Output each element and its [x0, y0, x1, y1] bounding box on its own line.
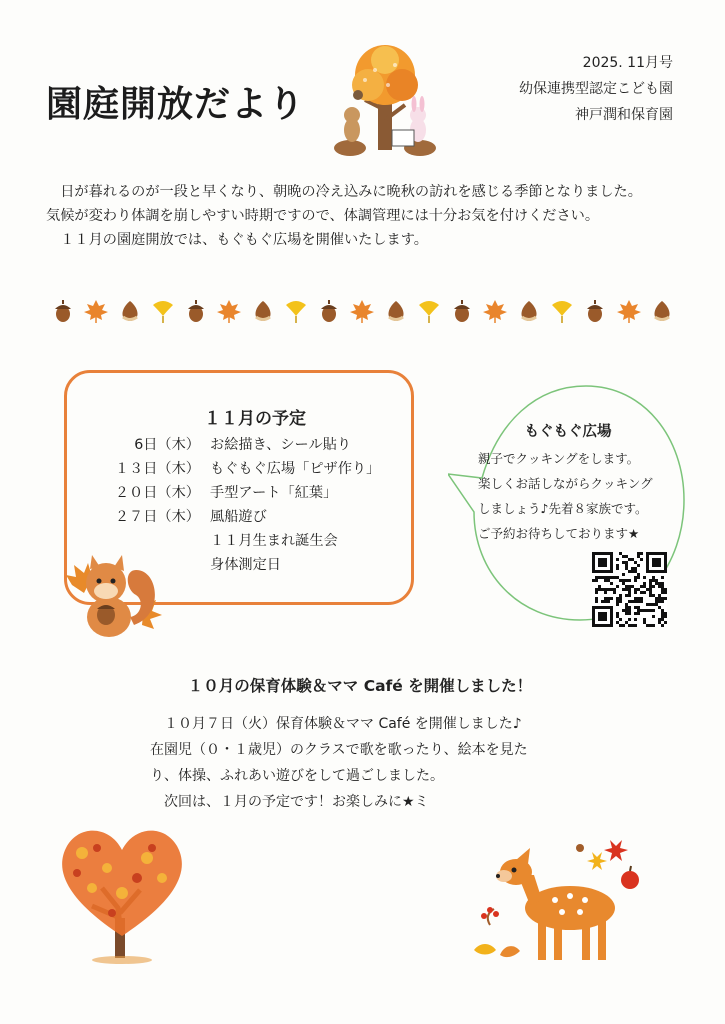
chestnut-icon [117, 298, 143, 324]
schedule-row [100, 506, 267, 528]
chestnut-icon [649, 298, 675, 324]
bubble-text [478, 446, 678, 546]
autumn-decoration-row [50, 294, 675, 328]
deer-illustration [470, 830, 650, 970]
acorn-icon [449, 298, 475, 324]
bubble-line-3: しましょう♪先着８家族です。 [478, 501, 648, 516]
ginkgo-leaf-icon [150, 298, 176, 324]
bubble-line-2: 楽しくお話しながらクッキング [478, 476, 653, 491]
ginkgo-leaf-icon [283, 298, 309, 324]
news-paragraph-3: り、体操、ふれあい遊びをして過ごしました。 [150, 768, 444, 784]
intro-text [46, 180, 686, 252]
news-paragraph-4: 次回は、１月の予定です！お楽しみに★ミ [150, 794, 429, 810]
header-info [519, 50, 673, 128]
acorn-icon [582, 298, 608, 324]
schedule-date: ２７日（木） [114, 509, 200, 525]
acorn-icon [50, 298, 76, 324]
chestnut-icon [516, 298, 542, 324]
maple-leaf-icon [349, 298, 375, 324]
ginkgo-leaf-icon [416, 298, 442, 324]
schedule-event: １１月生まれ誕生会 [210, 533, 338, 549]
heart-tree-illustration [52, 818, 192, 968]
autumn-tree-animals-illustration [330, 40, 440, 160]
maple-leaf-icon [216, 298, 242, 324]
qr-code[interactable] [592, 552, 667, 627]
chestnut-icon [383, 298, 409, 324]
news-title: １０月の保育体験＆ママ Café を開催しました！ [187, 677, 533, 695]
org-name-1: 幼保連携型認定こども園 [519, 81, 673, 97]
org-name-2: 神戸潤和保育園 [575, 107, 673, 123]
schedule-event: お絵描き、シール貼り [210, 437, 352, 453]
maple-leaf-icon [83, 298, 109, 324]
acorn-icon [183, 298, 209, 324]
page-title: 園庭開放だより [46, 84, 306, 125]
schedule-row [100, 458, 380, 480]
schedule-event: 風船遊び [210, 509, 267, 525]
issue-label: 2025. 11月号 [582, 55, 673, 71]
maple-leaf-icon [616, 298, 642, 324]
schedule-event: 身体測定日 [210, 557, 281, 573]
schedule-date: １３日（木） [114, 461, 200, 477]
intro-paragraph-3: １１月の園庭開放では、もぐもぐ広場を開催いたします。 [46, 232, 428, 248]
schedule-row [100, 434, 351, 456]
schedule-date: 6日（木） [134, 437, 200, 453]
acorn-icon [316, 298, 342, 324]
schedule-event: 手型アート「紅葉」 [210, 485, 338, 501]
news-paragraph-2: 在園児（０・１歳児）のクラスで歌を歌ったり、絵本を見た [150, 742, 528, 758]
intro-paragraph-1: 日が暮れるのが一段と早くなり、朝晩の冷え込みに晩秋の訪れを感じる季節となりました。 [46, 184, 642, 200]
bubble-line-1: 親子でクッキングをします。 [478, 451, 640, 466]
schedule-date: ２０日（木） [114, 485, 200, 501]
news-paragraph-1: １０月７日（火）保育体験＆ママ Café を開催しました♪ [150, 716, 522, 732]
chestnut-icon [250, 298, 276, 324]
bubble-line-4: ご予約お待ちしております★ [478, 526, 640, 541]
maple-leaf-icon [482, 298, 508, 324]
schedule-row [100, 482, 337, 504]
news-text [150, 711, 570, 815]
intro-paragraph-2: 気候が変わり体調を崩しやすい時期ですので、体調管理には十分お気を付けください。 [46, 208, 600, 224]
squirrel-illustration [64, 545, 164, 645]
ginkgo-leaf-icon [549, 298, 575, 324]
schedule-event: もぐもぐ広場「ピザ作り」 [210, 461, 381, 477]
bubble-title: もぐもぐ広場 [524, 424, 612, 440]
schedule-title: １１月の予定 [204, 409, 306, 429]
